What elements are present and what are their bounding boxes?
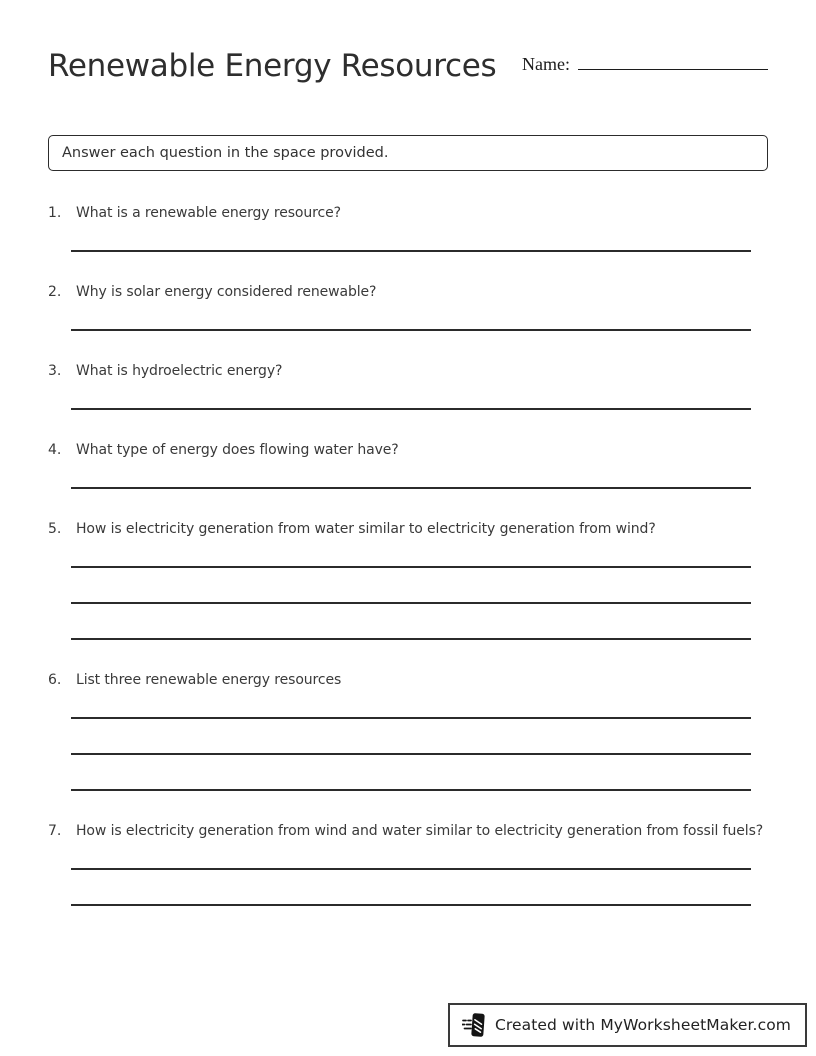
instructions-box [48, 135, 768, 171]
question-item [48, 823, 768, 906]
answer-lines [48, 487, 768, 489]
credit-text: Created with MyWorksheetMaker.com [494, 1016, 791, 1034]
question-row [48, 823, 768, 839]
worksheet-maker-logo-icon [462, 1011, 486, 1039]
question-number: 7. [48, 822, 62, 839]
answer-line [71, 753, 751, 755]
instructions-text: Answer each question in the space provided. [62, 144, 389, 161]
answer-line [71, 789, 751, 791]
answer-lines [48, 329, 768, 331]
answer-line [71, 329, 751, 331]
answer-lines [48, 566, 768, 640]
question-text: What type of energy does flowing water have? [76, 441, 399, 458]
answer-line [71, 904, 751, 906]
answer-line [71, 602, 751, 604]
question-row [48, 363, 768, 379]
question-number: 4. [48, 441, 62, 458]
answer-line [71, 566, 751, 568]
question-number: 3. [48, 362, 62, 379]
question-number: 2. [48, 283, 62, 300]
question-text: What is a renewable energy resource? [76, 204, 341, 221]
answer-lines [48, 250, 768, 252]
question-number: 6. [48, 671, 62, 688]
name-label: Name: [522, 54, 570, 74]
question-text: What is hydroelectric energy? [76, 362, 283, 379]
answer-line [71, 487, 751, 489]
answer-line [71, 868, 751, 870]
question-text: List three renewable energy resources [76, 671, 342, 688]
answer-lines [48, 408, 768, 410]
question-number: 5. [48, 520, 62, 537]
question-row [48, 205, 768, 221]
question-row [48, 284, 768, 300]
question-item [48, 363, 768, 410]
question-row [48, 521, 768, 537]
answer-line [71, 408, 751, 410]
question-item [48, 672, 768, 791]
answer-lines [48, 717, 768, 791]
question-row [48, 672, 768, 688]
question-item [48, 205, 768, 252]
name-area [522, 54, 768, 75]
question-item [48, 284, 768, 331]
answer-line [71, 250, 751, 252]
question-list [48, 205, 768, 906]
answer-lines [48, 868, 768, 906]
question-row [48, 442, 768, 458]
question-item [48, 521, 768, 640]
question-item [48, 442, 768, 489]
name-blank-line [578, 55, 768, 70]
credit-badge [448, 1003, 807, 1047]
question-text: How is electricity generation from water similar to electricity generation from wind? [76, 520, 656, 537]
answer-line [71, 638, 751, 640]
question-text: Why is solar energy considered renewable? [76, 283, 377, 300]
header [48, 50, 768, 83]
answer-line [71, 717, 751, 719]
question-number: 1. [48, 204, 62, 221]
question-text: How is electricity generation from wind and water similar to electricity generation from fossil fuels? [76, 822, 764, 839]
page-title: Renewable Energy Resources [48, 48, 497, 84]
